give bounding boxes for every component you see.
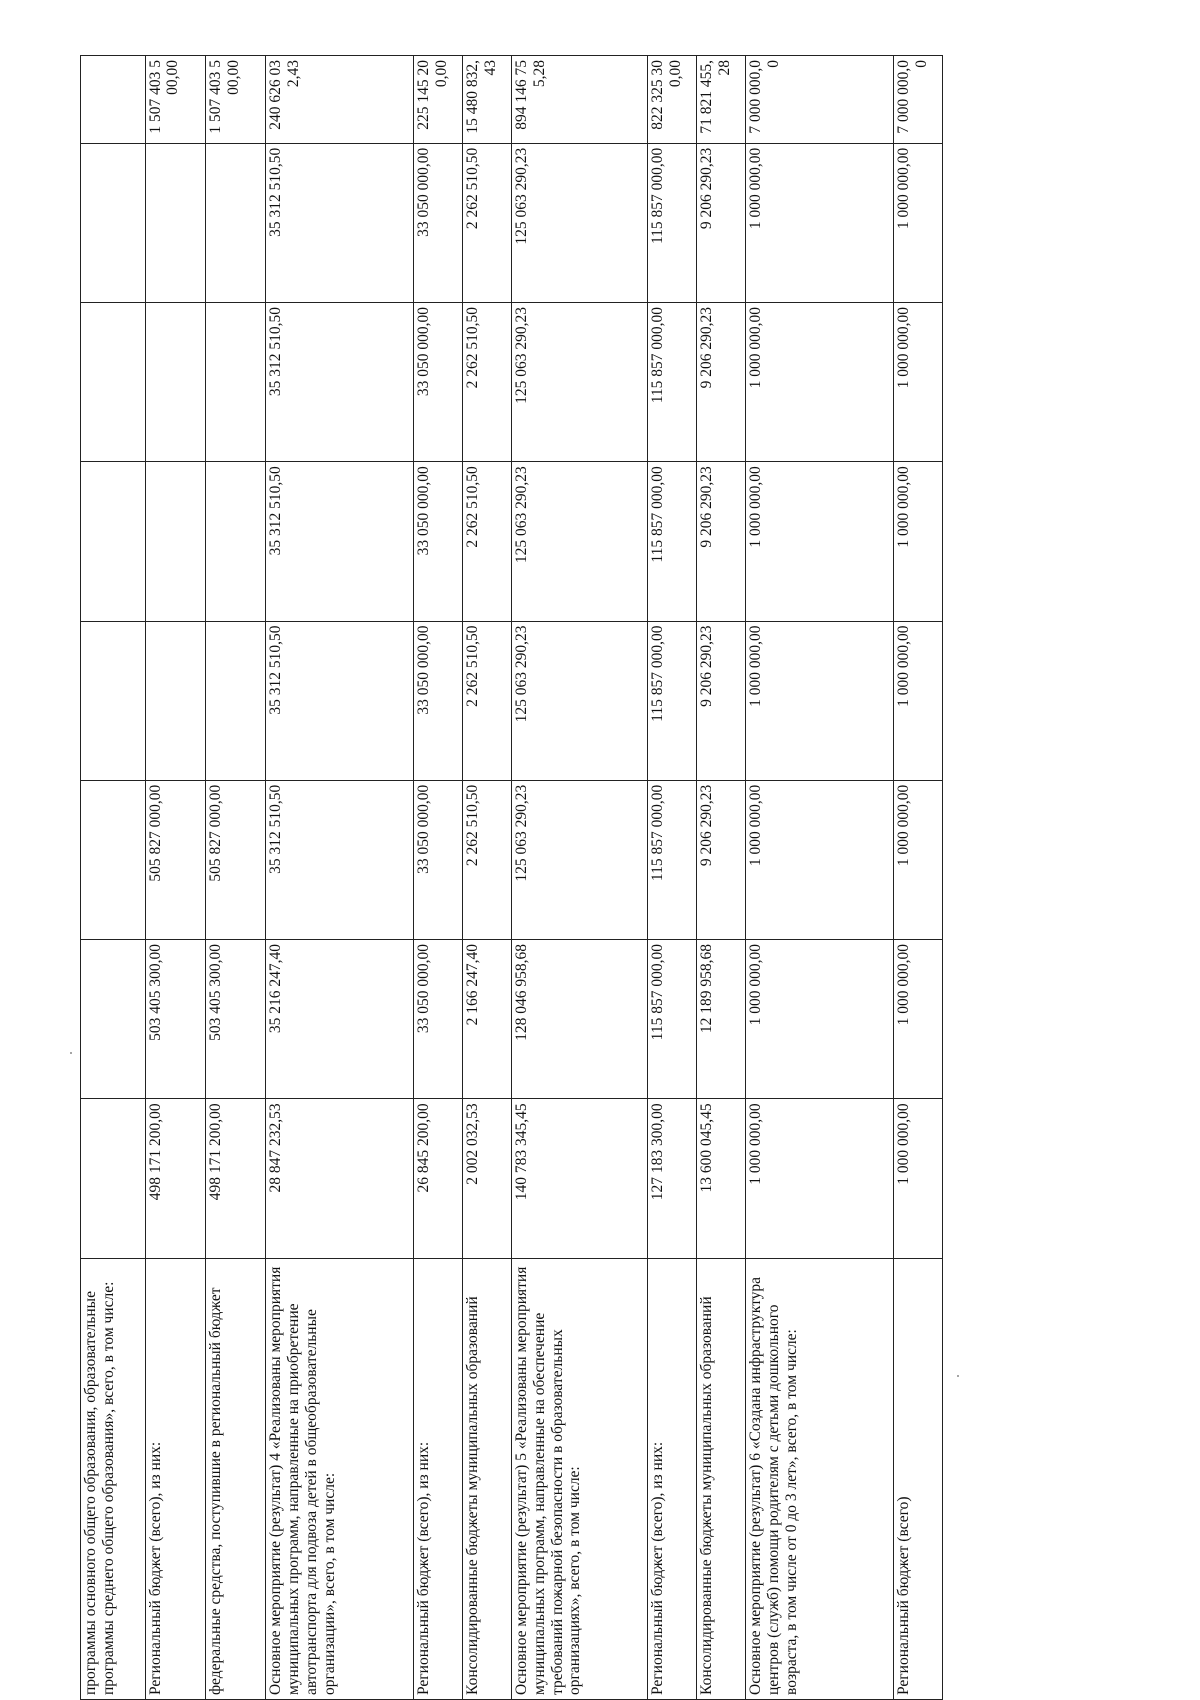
value-cell [205,621,265,780]
row-label: Региональный бюджет (всего) [894,1258,943,1699]
total-cell [81,56,146,144]
value-cell: 33 050 000,00 [414,940,463,1099]
scan-speck [70,1052,72,1054]
total-cell: 7 000 000,00 [746,56,894,144]
value-cell [205,143,265,302]
value-cell: 35 312 510,50 [266,302,414,461]
value-cell: 9 206 290,23 [697,780,746,939]
row-label: Региональный бюджет (всего), из них: [414,1258,463,1699]
value-cell: 1 000 000,00 [746,621,894,780]
value-cell: 1 000 000,00 [894,462,943,621]
value-cell: 35 312 510,50 [266,462,414,621]
total-cell: 71 821 455,28 [697,56,746,144]
value-cell: 33 050 000,00 [414,621,463,780]
value-cell: 2 262 510,50 [463,462,512,621]
value-cell: 1 000 000,00 [746,462,894,621]
value-cell: 498 171 200,00 [205,1099,265,1258]
value-cell: 125 063 290,23 [511,780,647,939]
value-cell: 503 405 300,00 [205,940,265,1099]
value-cell: 1 000 000,00 [746,1099,894,1258]
scan-speck [957,1375,959,1377]
value-cell: 125 063 290,23 [511,143,647,302]
table-row [145,56,205,1700]
value-cell: 12 189 958,68 [697,940,746,1099]
value-cell: 9 206 290,23 [697,462,746,621]
value-cell [81,143,146,302]
budget-table [80,55,943,1700]
value-cell: 35 312 510,50 [266,621,414,780]
total-cell: 894 146 755,28 [511,56,647,144]
value-cell: 127 183 300,00 [648,1099,697,1258]
value-cell: 505 827 000,00 [145,780,205,939]
total-cell: 1 507 403 500,00 [145,56,205,144]
value-cell [205,462,265,621]
total-cell: 7 000 000,00 [894,56,943,144]
row-label: программы основного общего образования, образовательные программы среднего общего образования», всего, в том числе: [81,1258,146,1699]
value-cell: 115 857 000,00 [648,621,697,780]
value-cell: 1 000 000,00 [746,780,894,939]
value-cell: 1 000 000,00 [894,143,943,302]
value-cell: 2 002 032,53 [463,1099,512,1258]
value-cell: 128 046 958,68 [511,940,647,1099]
value-cell: 33 050 000,00 [414,462,463,621]
table-row [746,56,894,1700]
total-cell: 225 145 200,00 [414,56,463,144]
value-cell [145,143,205,302]
value-cell: 125 063 290,23 [511,462,647,621]
value-cell: 9 206 290,23 [697,621,746,780]
table-row [648,56,697,1700]
value-cell: 505 827 000,00 [205,780,265,939]
value-cell: 35 312 510,50 [266,780,414,939]
row-label: Консолидированные бюджеты муниципальных образований [697,1258,746,1699]
value-cell: 35 312 510,50 [266,143,414,302]
value-cell: 1 000 000,00 [894,940,943,1099]
value-cell: 1 000 000,00 [894,780,943,939]
total-cell: 822 325 300,00 [648,56,697,144]
value-cell [81,621,146,780]
total-cell: 1 507 403 500,00 [205,56,265,144]
value-cell [205,302,265,461]
value-cell: 115 857 000,00 [648,780,697,939]
row-label: Консолидированные бюджеты муниципальных образований [463,1258,512,1699]
value-cell: 2 262 510,50 [463,780,512,939]
value-cell: 2 262 510,50 [463,143,512,302]
value-cell: 33 050 000,00 [414,302,463,461]
row-label: Основное мероприятие (результат) 4 «Реализованы мероприятия муниципальных программ, направленные на приобретение автотранспорта для подвоза детей в общеобразовательные организации», всего, в том числе: [266,1258,414,1699]
value-cell: 33 050 000,00 [414,780,463,939]
value-cell [145,462,205,621]
value-cell: 1 000 000,00 [746,940,894,1099]
value-cell: 1 000 000,00 [894,621,943,780]
value-cell [81,1099,146,1258]
value-cell: 9 206 290,23 [697,143,746,302]
value-cell: 140 783 345,45 [511,1099,647,1258]
row-label: федеральные средства, поступившие в региональный бюджет [205,1258,265,1699]
total-cell: 15 480 832,43 [463,56,512,144]
table-row [511,56,647,1700]
value-cell: 125 063 290,23 [511,302,647,461]
value-cell: 2 262 510,50 [463,302,512,461]
value-cell: 26 845 200,00 [414,1099,463,1258]
value-cell: 2 166 247,40 [463,940,512,1099]
value-cell: 35 216 247,40 [266,940,414,1099]
value-cell: 115 857 000,00 [648,462,697,621]
value-cell: 28 847 232,53 [266,1099,414,1258]
value-cell: 9 206 290,23 [697,302,746,461]
table-row [414,56,463,1700]
row-label: Региональный бюджет (всего), из них: [145,1258,205,1699]
table-row [697,56,746,1700]
value-cell: 115 857 000,00 [648,940,697,1099]
value-cell: 503 405 300,00 [145,940,205,1099]
value-cell: 115 857 000,00 [648,302,697,461]
value-cell: 125 063 290,23 [511,621,647,780]
value-cell: 13 600 045,45 [697,1099,746,1258]
table-row [81,56,146,1700]
row-label: Региональный бюджет (всего), из них: [648,1258,697,1699]
row-label: Основное мероприятие (результат) 5 «Реализованы мероприятия муниципальных программ, направленные на обеспечение требований пожарной безопасности в образовательных организациях», всего, в том числе: [511,1258,647,1699]
value-cell [145,302,205,461]
value-cell: 498 171 200,00 [145,1099,205,1258]
total-cell: 240 626 032,43 [266,56,414,144]
value-cell: 1 000 000,00 [894,1099,943,1258]
table-row [463,56,512,1700]
value-cell: 1 000 000,00 [894,302,943,461]
value-cell: 33 050 000,00 [414,143,463,302]
budget-table-rotated [80,55,943,1700]
table-row [205,56,265,1700]
value-cell: 2 262 510,50 [463,621,512,780]
table-row [894,56,943,1700]
value-cell: 1 000 000,00 [746,302,894,461]
row-label: Основное мероприятие (результат) 6 «Создана инфраструктура центров (служб) помощи родителям с детьми дошкольного возраста, в том числе от 0 до 3 лет», всего, в том числе: [746,1258,894,1699]
table-row [266,56,414,1700]
value-cell: 1 000 000,00 [746,143,894,302]
value-cell [81,302,146,461]
value-cell [145,621,205,780]
value-cell: 115 857 000,00 [648,143,697,302]
value-cell [81,780,146,939]
value-cell [81,940,146,1099]
value-cell [81,462,146,621]
